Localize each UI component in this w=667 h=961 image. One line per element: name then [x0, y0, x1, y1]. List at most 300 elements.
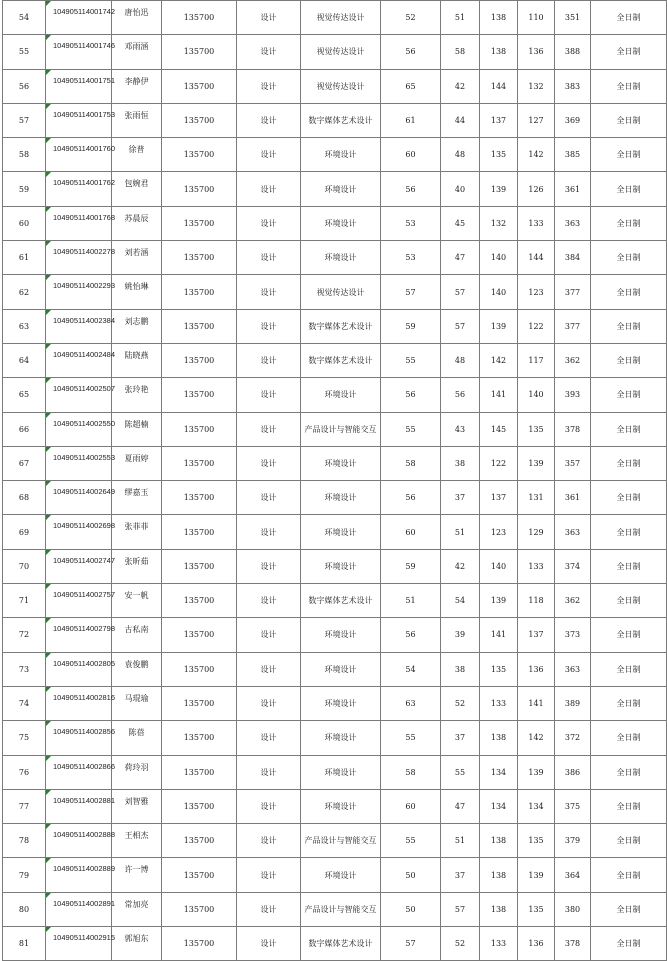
major-code-cell: 135700	[162, 686, 237, 720]
politics-score-cell: 55	[381, 343, 441, 377]
exam-id-cell: 104905114002747	[46, 549, 112, 583]
study-mode-cell: 全日制	[591, 789, 667, 823]
exam-id-cell: 104905114002278	[46, 241, 112, 275]
exam-id-cell: 104905114001760	[46, 138, 112, 172]
row-number-cell: 68	[3, 481, 46, 515]
subject2-score-cell: 131	[518, 481, 555, 515]
row-number-cell: 78	[3, 824, 46, 858]
foreign-language-score-cell: 56	[441, 378, 480, 412]
subject1-score-cell: 138	[480, 824, 518, 858]
research-direction-cell: 环境设计	[301, 755, 381, 789]
research-direction-cell: 环境设计	[301, 686, 381, 720]
exam-id-cell: 104905114002553	[46, 446, 112, 480]
student-name-cell: 古私南	[112, 618, 162, 652]
subject2-score-cell: 141	[518, 686, 555, 720]
student-name-cell: 刘智雅	[112, 789, 162, 823]
major-name-cell: 设计	[237, 824, 301, 858]
subject2-score-cell: 134	[518, 789, 555, 823]
major-code-cell: 135700	[162, 275, 237, 309]
total-score-cell: 384	[555, 241, 591, 275]
subject2-score-cell: 140	[518, 378, 555, 412]
research-direction-cell: 环境设计	[301, 206, 381, 240]
table-row	[3, 1, 667, 35]
study-mode-cell: 全日制	[591, 138, 667, 172]
politics-score-cell: 60	[381, 515, 441, 549]
major-name-cell: 设计	[237, 721, 301, 755]
research-direction-cell: 环境设计	[301, 446, 381, 480]
major-name-cell: 设计	[237, 481, 301, 515]
table-row	[3, 721, 667, 755]
research-direction-cell: 环境设计	[301, 138, 381, 172]
total-score-cell: 364	[555, 858, 591, 892]
total-score-cell: 373	[555, 618, 591, 652]
total-score-cell: 388	[555, 35, 591, 69]
research-direction-cell: 环境设计	[301, 241, 381, 275]
total-score-cell: 363	[555, 515, 591, 549]
exam-id-cell: 104905114001768	[46, 206, 112, 240]
politics-score-cell: 55	[381, 824, 441, 858]
exam-id-cell: 104905114002888	[46, 824, 112, 858]
foreign-language-score-cell: 51	[441, 1, 480, 35]
major-code-cell: 135700	[162, 172, 237, 206]
subject1-score-cell: 134	[480, 789, 518, 823]
study-mode-cell: 全日制	[591, 69, 667, 103]
subject2-score-cell: 122	[518, 309, 555, 343]
row-number-cell: 76	[3, 755, 46, 789]
foreign-language-score-cell: 55	[441, 755, 480, 789]
study-mode-cell: 全日制	[591, 515, 667, 549]
subject1-score-cell: 140	[480, 549, 518, 583]
exam-id-cell: 104905114002856	[46, 721, 112, 755]
foreign-language-score-cell: 57	[441, 275, 480, 309]
exam-id-cell: 104905114001762	[46, 172, 112, 206]
subject1-score-cell: 122	[480, 446, 518, 480]
subject2-score-cell: 135	[518, 892, 555, 926]
table-row	[3, 378, 667, 412]
exam-id-cell: 104905114002889	[46, 858, 112, 892]
study-mode-cell: 全日制	[591, 412, 667, 446]
table-row	[3, 515, 667, 549]
politics-score-cell: 51	[381, 584, 441, 618]
politics-score-cell: 55	[381, 412, 441, 446]
exam-id-cell: 104905114002891	[46, 892, 112, 926]
foreign-language-score-cell: 52	[441, 686, 480, 720]
table-row	[3, 549, 667, 583]
subject1-score-cell: 134	[480, 755, 518, 789]
research-direction-cell: 数字媒体艺术设计	[301, 927, 381, 961]
politics-score-cell: 55	[381, 721, 441, 755]
study-mode-cell: 全日制	[591, 1, 667, 35]
subject1-score-cell: 138	[480, 1, 518, 35]
student-name-cell: 刘若涵	[112, 241, 162, 275]
student-name-cell: 李静伊	[112, 69, 162, 103]
research-direction-cell: 环境设计	[301, 652, 381, 686]
exam-id-cell: 104905114002484	[46, 343, 112, 377]
student-name-cell: 许一博	[112, 858, 162, 892]
total-score-cell: 363	[555, 206, 591, 240]
study-mode-cell: 全日制	[591, 35, 667, 69]
exam-id-cell: 104905114002915	[46, 927, 112, 961]
major-name-cell: 设计	[237, 549, 301, 583]
research-direction-cell: 环境设计	[301, 789, 381, 823]
study-mode-cell: 全日制	[591, 721, 667, 755]
total-score-cell: 375	[555, 789, 591, 823]
research-direction-cell: 环境设计	[301, 378, 381, 412]
student-name-cell: 苏晨辰	[112, 206, 162, 240]
foreign-language-score-cell: 48	[441, 343, 480, 377]
politics-score-cell: 59	[381, 549, 441, 583]
subject2-score-cell: 117	[518, 343, 555, 377]
subject1-score-cell: 138	[480, 35, 518, 69]
major-code-cell: 135700	[162, 549, 237, 583]
major-name-cell: 设计	[237, 275, 301, 309]
politics-score-cell: 50	[381, 892, 441, 926]
subject2-score-cell: 133	[518, 206, 555, 240]
student-name-cell: 张菲菲	[112, 515, 162, 549]
subject2-score-cell: 139	[518, 446, 555, 480]
research-direction-cell: 环境设计	[301, 858, 381, 892]
row-number-cell: 75	[3, 721, 46, 755]
major-code-cell: 135700	[162, 481, 237, 515]
student-name-cell: 张玲艳	[112, 378, 162, 412]
row-number-cell: 54	[3, 1, 46, 35]
research-direction-cell: 环境设计	[301, 721, 381, 755]
subject1-score-cell: 139	[480, 172, 518, 206]
subject1-score-cell: 138	[480, 721, 518, 755]
major-name-cell: 设计	[237, 343, 301, 377]
major-code-cell: 135700	[162, 138, 237, 172]
study-mode-cell: 全日制	[591, 206, 667, 240]
student-name-cell: 常加亮	[112, 892, 162, 926]
subject1-score-cell: 135	[480, 652, 518, 686]
subject2-score-cell: 135	[518, 824, 555, 858]
table-row	[3, 927, 667, 961]
exam-id-cell: 104905114002816	[46, 686, 112, 720]
major-code-cell: 135700	[162, 241, 237, 275]
politics-score-cell: 63	[381, 686, 441, 720]
research-direction-cell: 环境设计	[301, 618, 381, 652]
major-code-cell: 135700	[162, 35, 237, 69]
foreign-language-score-cell: 48	[441, 138, 480, 172]
student-name-cell: 姚怡琳	[112, 275, 162, 309]
student-name-cell: 刘志鹏	[112, 309, 162, 343]
subject1-score-cell: 141	[480, 618, 518, 652]
major-name-cell: 设计	[237, 309, 301, 343]
exam-id-cell: 104905114001753	[46, 103, 112, 137]
student-name-cell: 王相杰	[112, 824, 162, 858]
research-direction-cell: 产品设计与智能交互	[301, 412, 381, 446]
major-name-cell: 设计	[237, 446, 301, 480]
table-row	[3, 309, 667, 343]
major-name-cell: 设计	[237, 584, 301, 618]
foreign-language-score-cell: 52	[441, 927, 480, 961]
table-row	[3, 241, 667, 275]
exam-id-cell: 104905114002881	[46, 789, 112, 823]
major-name-cell: 设计	[237, 892, 301, 926]
research-direction-cell: 环境设计	[301, 172, 381, 206]
study-mode-cell: 全日制	[591, 584, 667, 618]
study-mode-cell: 全日制	[591, 892, 667, 926]
foreign-language-score-cell: 42	[441, 549, 480, 583]
politics-score-cell: 56	[381, 378, 441, 412]
study-mode-cell: 全日制	[591, 618, 667, 652]
study-mode-cell: 全日制	[591, 755, 667, 789]
table-row	[3, 481, 667, 515]
total-score-cell: 386	[555, 755, 591, 789]
study-mode-cell: 全日制	[591, 824, 667, 858]
major-name-cell: 设计	[237, 652, 301, 686]
subject1-score-cell: 132	[480, 206, 518, 240]
study-mode-cell: 全日制	[591, 686, 667, 720]
student-name-cell: 陆晓燕	[112, 343, 162, 377]
exam-id-cell: 104905114002757	[46, 584, 112, 618]
politics-score-cell: 58	[381, 755, 441, 789]
subject2-score-cell: 142	[518, 721, 555, 755]
subject1-score-cell: 137	[480, 103, 518, 137]
foreign-language-score-cell: 57	[441, 892, 480, 926]
row-number-cell: 77	[3, 789, 46, 823]
total-score-cell: 351	[555, 1, 591, 35]
major-code-cell: 135700	[162, 652, 237, 686]
politics-score-cell: 56	[381, 172, 441, 206]
student-name-cell: 唐怡迅	[112, 1, 162, 35]
student-name-cell: 包婉君	[112, 172, 162, 206]
major-name-cell: 设计	[237, 103, 301, 137]
total-score-cell: 385	[555, 138, 591, 172]
politics-score-cell: 56	[381, 35, 441, 69]
study-mode-cell: 全日制	[591, 241, 667, 275]
row-number-cell: 59	[3, 172, 46, 206]
politics-score-cell: 60	[381, 789, 441, 823]
politics-score-cell: 59	[381, 309, 441, 343]
research-direction-cell: 产品设计与智能交互	[301, 892, 381, 926]
major-code-cell: 135700	[162, 103, 237, 137]
row-number-cell: 72	[3, 618, 46, 652]
total-score-cell: 362	[555, 343, 591, 377]
major-code-cell: 135700	[162, 858, 237, 892]
total-score-cell: 362	[555, 584, 591, 618]
total-score-cell: 377	[555, 309, 591, 343]
exam-id-cell: 104905114001742	[46, 1, 112, 35]
row-number-cell: 60	[3, 206, 46, 240]
research-direction-cell: 环境设计	[301, 481, 381, 515]
subject1-score-cell: 145	[480, 412, 518, 446]
major-code-cell: 135700	[162, 1, 237, 35]
total-score-cell: 378	[555, 927, 591, 961]
study-mode-cell: 全日制	[591, 549, 667, 583]
major-name-cell: 设计	[237, 858, 301, 892]
foreign-language-score-cell: 45	[441, 206, 480, 240]
subject1-score-cell: 135	[480, 138, 518, 172]
total-score-cell: 357	[555, 446, 591, 480]
major-name-cell: 设计	[237, 138, 301, 172]
research-direction-cell: 产品设计与智能交互	[301, 824, 381, 858]
table-row	[3, 172, 667, 206]
major-code-cell: 135700	[162, 69, 237, 103]
exam-id-cell: 104905114002507	[46, 378, 112, 412]
student-name-cell: 张雨恒	[112, 103, 162, 137]
table-row	[3, 824, 667, 858]
major-code-cell: 135700	[162, 412, 237, 446]
politics-score-cell: 52	[381, 1, 441, 35]
total-score-cell: 361	[555, 172, 591, 206]
subject1-score-cell: 139	[480, 584, 518, 618]
total-score-cell: 389	[555, 686, 591, 720]
major-name-cell: 设计	[237, 412, 301, 446]
subject1-score-cell: 144	[480, 69, 518, 103]
row-number-cell: 71	[3, 584, 46, 618]
total-score-cell: 369	[555, 103, 591, 137]
subject2-score-cell: 126	[518, 172, 555, 206]
study-mode-cell: 全日制	[591, 481, 667, 515]
total-score-cell: 380	[555, 892, 591, 926]
study-mode-cell: 全日制	[591, 652, 667, 686]
student-name-cell: 荷玲羽	[112, 755, 162, 789]
research-direction-cell: 视觉传达设计	[301, 275, 381, 309]
row-number-cell: 74	[3, 686, 46, 720]
student-name-cell: 徐普	[112, 138, 162, 172]
major-name-cell: 设计	[237, 69, 301, 103]
row-number-cell: 56	[3, 69, 46, 103]
major-code-cell: 135700	[162, 378, 237, 412]
admission-table	[2, 0, 667, 961]
exam-id-cell: 104905114001751	[46, 69, 112, 103]
table-row	[3, 618, 667, 652]
research-direction-cell: 视觉传达设计	[301, 1, 381, 35]
subject1-score-cell: 139	[480, 309, 518, 343]
research-direction-cell: 环境设计	[301, 549, 381, 583]
major-name-cell: 设计	[237, 515, 301, 549]
subject2-score-cell: 132	[518, 69, 555, 103]
research-direction-cell: 数字媒体艺术设计	[301, 103, 381, 137]
exam-id-cell: 104905114001746	[46, 35, 112, 69]
subject2-score-cell: 127	[518, 103, 555, 137]
subject1-score-cell: 138	[480, 858, 518, 892]
row-number-cell: 65	[3, 378, 46, 412]
subject2-score-cell: 136	[518, 652, 555, 686]
table-row	[3, 789, 667, 823]
politics-score-cell: 65	[381, 69, 441, 103]
major-name-cell: 设计	[237, 1, 301, 35]
row-number-cell: 57	[3, 103, 46, 137]
research-direction-cell: 视觉传达设计	[301, 35, 381, 69]
politics-score-cell: 57	[381, 927, 441, 961]
politics-score-cell: 60	[381, 138, 441, 172]
study-mode-cell: 全日制	[591, 927, 667, 961]
table-row	[3, 755, 667, 789]
row-number-cell: 63	[3, 309, 46, 343]
table-row	[3, 584, 667, 618]
major-code-cell: 135700	[162, 206, 237, 240]
foreign-language-score-cell: 58	[441, 35, 480, 69]
major-name-cell: 设计	[237, 241, 301, 275]
student-name-cell: 缪嘉玉	[112, 481, 162, 515]
major-code-cell: 135700	[162, 515, 237, 549]
row-number-cell: 67	[3, 446, 46, 480]
foreign-language-score-cell: 37	[441, 721, 480, 755]
student-name-cell: 郭旭东	[112, 927, 162, 961]
row-number-cell: 58	[3, 138, 46, 172]
row-number-cell: 55	[3, 35, 46, 69]
subject1-score-cell: 140	[480, 275, 518, 309]
study-mode-cell: 全日制	[591, 446, 667, 480]
total-score-cell: 383	[555, 69, 591, 103]
table-row	[3, 652, 667, 686]
study-mode-cell: 全日制	[591, 103, 667, 137]
exam-id-cell: 104905114002698	[46, 515, 112, 549]
exam-id-cell: 104905114002384	[46, 309, 112, 343]
politics-score-cell: 58	[381, 446, 441, 480]
major-code-cell: 135700	[162, 446, 237, 480]
research-direction-cell: 数字媒体艺术设计	[301, 343, 381, 377]
major-code-cell: 135700	[162, 721, 237, 755]
research-direction-cell: 数字媒体艺术设计	[301, 309, 381, 343]
major-code-cell: 135700	[162, 824, 237, 858]
table-row	[3, 686, 667, 720]
major-code-cell: 135700	[162, 309, 237, 343]
major-name-cell: 设计	[237, 618, 301, 652]
subject1-score-cell: 142	[480, 343, 518, 377]
major-code-cell: 135700	[162, 927, 237, 961]
research-direction-cell: 数字媒体艺术设计	[301, 584, 381, 618]
row-number-cell: 81	[3, 927, 46, 961]
research-direction-cell: 视觉传达设计	[301, 69, 381, 103]
exam-id-cell: 104905114002805	[46, 652, 112, 686]
student-name-cell: 张昕茹	[112, 549, 162, 583]
major-name-cell: 设计	[237, 206, 301, 240]
subject2-score-cell: 136	[518, 927, 555, 961]
major-code-cell: 135700	[162, 892, 237, 926]
major-name-cell: 设计	[237, 686, 301, 720]
major-code-cell: 135700	[162, 618, 237, 652]
foreign-language-score-cell: 51	[441, 515, 480, 549]
student-name-cell: 夏雨婷	[112, 446, 162, 480]
table-row	[3, 69, 667, 103]
major-code-cell: 135700	[162, 343, 237, 377]
row-number-cell: 62	[3, 275, 46, 309]
foreign-language-score-cell: 39	[441, 618, 480, 652]
major-name-cell: 设计	[237, 927, 301, 961]
subject2-score-cell: 133	[518, 549, 555, 583]
subject1-score-cell: 140	[480, 241, 518, 275]
student-name-cell: 袁俊鹏	[112, 652, 162, 686]
foreign-language-score-cell: 42	[441, 69, 480, 103]
subject2-score-cell: 118	[518, 584, 555, 618]
foreign-language-score-cell: 38	[441, 446, 480, 480]
row-number-cell: 70	[3, 549, 46, 583]
subject1-score-cell: 133	[480, 686, 518, 720]
foreign-language-score-cell: 37	[441, 481, 480, 515]
subject2-score-cell: 110	[518, 1, 555, 35]
row-number-cell: 61	[3, 241, 46, 275]
total-score-cell: 378	[555, 412, 591, 446]
foreign-language-score-cell: 43	[441, 412, 480, 446]
subject2-score-cell: 139	[518, 858, 555, 892]
subject1-score-cell: 138	[480, 892, 518, 926]
table-row	[3, 343, 667, 377]
table-row	[3, 858, 667, 892]
student-name-cell: 陈超楠	[112, 412, 162, 446]
politics-score-cell: 56	[381, 618, 441, 652]
total-score-cell: 393	[555, 378, 591, 412]
foreign-language-score-cell: 44	[441, 103, 480, 137]
major-name-cell: 设计	[237, 789, 301, 823]
table-row	[3, 412, 667, 446]
subject2-score-cell: 123	[518, 275, 555, 309]
table-row	[3, 446, 667, 480]
subject2-score-cell: 142	[518, 138, 555, 172]
major-name-cell: 设计	[237, 35, 301, 69]
